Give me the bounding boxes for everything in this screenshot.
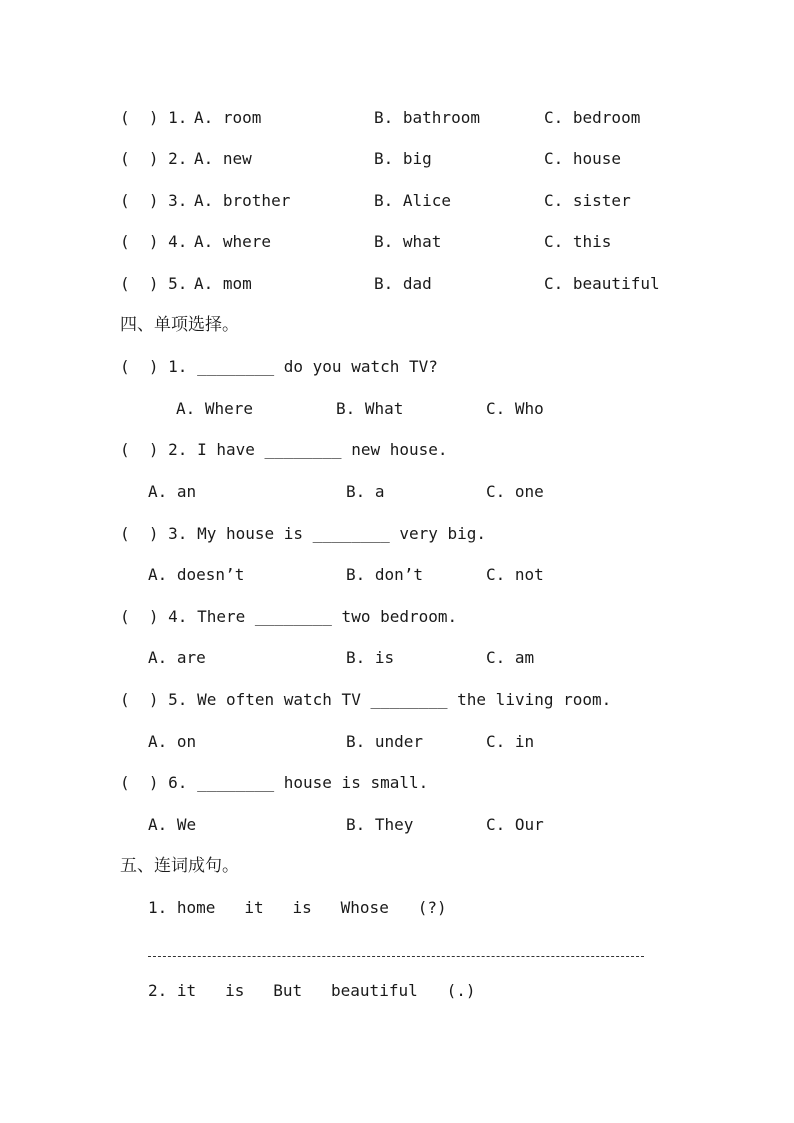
option-c: C. house [544,149,622,168]
question-text: ( ) 3. My house is ________ very big. [120,524,487,543]
option-a: A. new [194,149,252,168]
option-c: C. beautiful [544,274,660,293]
option-c: C. sister [544,191,631,210]
option-b: B. dad [374,274,432,293]
option-c: C. this [544,232,612,251]
option-c: C. one [486,482,544,501]
option-a: A. room [194,108,262,127]
question-number: ( ) 3. [120,191,188,210]
sentence-item: 2. it is But beautiful (.) [148,981,476,1000]
option-a: A. where [194,232,272,251]
answer-line [148,956,644,957]
question-text: ( ) 4. There ________ two bedroom. [120,607,458,626]
option-a: A. doesn’t [148,565,245,584]
question-number: ( ) 5. [120,274,188,293]
option-b: B. Alice [374,191,452,210]
option-b: B. What [336,399,404,418]
option-a: A. on [148,732,197,751]
section4-heading: 四、单项选择。 [120,315,239,335]
question-number: ( ) 1. [120,108,188,127]
question-number: ( ) 2. [120,149,188,168]
option-c: C. not [486,565,544,584]
question-text: ( ) 1. ________ do you watch TV? [120,357,438,376]
question-number: ( ) 4. [120,232,188,251]
option-a: A. mom [194,274,252,293]
section5-heading: 五、连词成句。 [120,856,239,876]
question-text: ( ) 5. We often watch TV ________ the living room. [120,690,612,709]
option-b: B. a [346,482,385,501]
option-b: B. big [374,149,432,168]
option-b: B. don’t [346,565,424,584]
option-a: A. Where [176,399,254,418]
option-a: A. brother [194,191,291,210]
option-b: B. under [346,732,424,751]
option-a: A. are [148,648,206,667]
option-b: B. bathroom [374,108,480,127]
option-c: C. Our [486,815,544,834]
option-b: B. They [346,815,414,834]
option-b: B. what [374,232,442,251]
question-text: ( ) 6. ________ house is small. [120,773,429,792]
option-a: A. an [148,482,197,501]
question-text: ( ) 2. I have ________ new house. [120,440,448,459]
option-c: C. bedroom [544,108,641,127]
option-c: C. in [486,732,535,751]
option-c: C. am [486,648,535,667]
option-a: A. We [148,815,197,834]
sentence-item: 1. home it is Whose (?) [148,898,447,917]
option-b: B. is [346,648,395,667]
option-c: C. Who [486,399,544,418]
